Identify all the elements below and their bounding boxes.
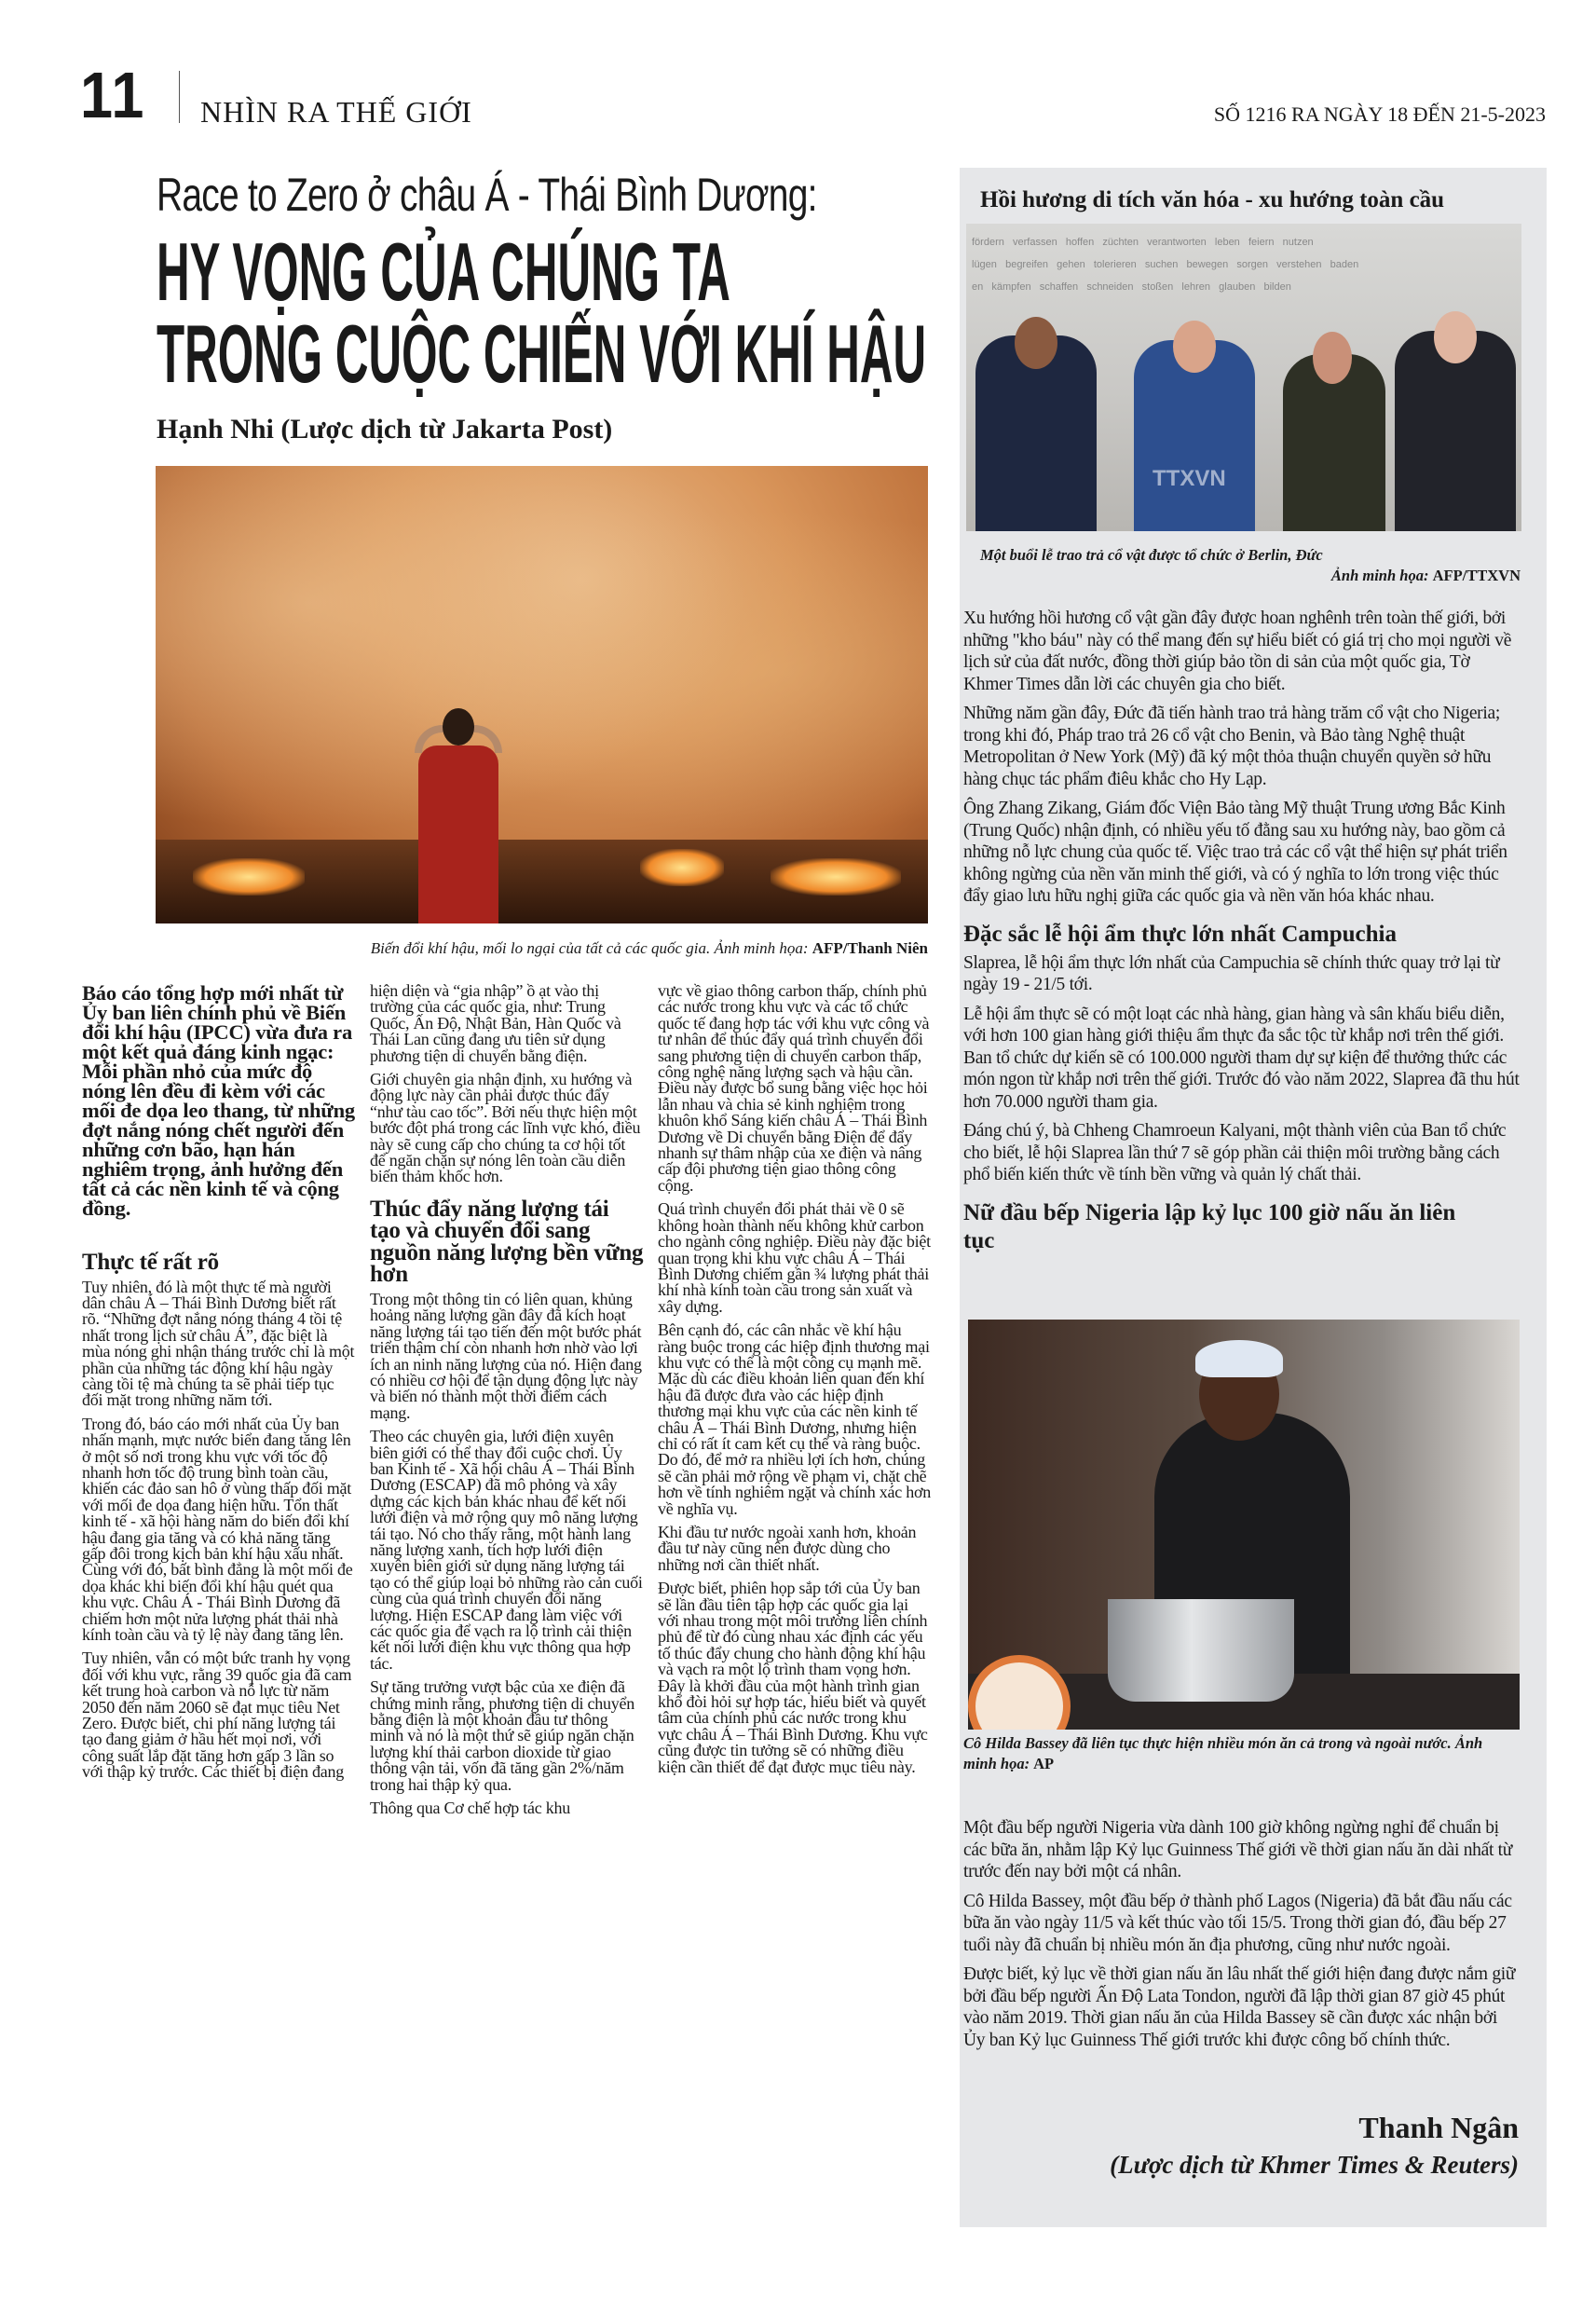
subheading: Thúc đẩy năng lượng tái tạo và chuyển đổi sang nguồn năng lượng bền vững hơn	[370, 1196, 644, 1288]
paragraph: Cô Hilda Bassey, một đầu bếp ở thành phố Lagos (Nigeria) đã bắt đầu nấu các bữa ăn vào ngày 11/5 và kết thúc vào tối 15/5. Trong thời gian đó, đầu bếp 27 tuổi này đã chuẩn bị nhiều món ăn địa phương, cũng như nước ngoài.	[963, 1891, 1512, 1955]
paragraph: Trong một thông tin có liên quan, khủng hoảng năng lượng gần đây đã kích hoạt năng lượng tái tạo tiến đến một bước phát triển thậm chí còn nhanh hơn nhờ vào lợi ích an ninh năng lượng của nó. Hiện đang có nhiều cơ hội để tận dụng động lực này và biến nó thành một thời điểm cách mạng.	[370, 1289, 642, 1422]
photo-watermark: TTXVN	[1153, 466, 1226, 491]
signature	[1110, 2111, 1519, 2180]
paragraph: Đáng chú ý, bà Chheng Chamroeun Kalyani, một thành viên của Ban tổ chức cho biết, lễ hội Slaprea lần thứ 7 sẽ góp phần cải thiện môi trường bằng cách phổ biến kiến thức về tính bền vững và quản lý chất thải.	[963, 1121, 1507, 1184]
caption-credit: AFP/Thanh Niên	[812, 939, 928, 957]
head	[443, 708, 474, 746]
nigerian-chef-photo	[968, 1320, 1520, 1730]
credit: AFP/TTXVN	[1432, 567, 1521, 584]
wildfire-photo-caption	[371, 939, 928, 958]
cooking-pot	[1108, 1599, 1294, 1702]
story1-caption	[980, 545, 1530, 586]
source: (Lược dịch từ Khmer Times & Reuters)	[1110, 2151, 1519, 2179]
paragraph: Tuy nhiên, đó là một thực tế mà người dân châu Á – Thái Bình Dương biết rất rõ. “Những đợt nắng nóng tháng 4 tồi tệ nhất trong lịch sử châu Á”, đặc biệt là mùa nóng ghi nhận tháng trước chỉ là một phần của những tác động khí hậu ngày càng tồi tệ mà chúng ta sẽ phải tiếp tục đối mặt trong những năm tới.	[82, 1277, 355, 1410]
flame	[771, 858, 901, 896]
story3-caption	[963, 1733, 1485, 1774]
hairnet	[1195, 1340, 1283, 1377]
face	[1434, 311, 1477, 363]
story3-body	[963, 1817, 1522, 2059]
flame	[640, 849, 724, 886]
face	[1173, 321, 1216, 373]
berlin-ceremony-photo	[966, 224, 1521, 531]
byline: Hạnh Nhi (Lược dịch từ Jakarta Post)	[157, 414, 613, 445]
paragraph: Giới chuyên gia nhận định, xu hướng và động lực này cần phải được thúc đẩy “như tàu cao tốc”. Bởi nếu thực hiện một bước đột phá trong các lĩnh vực khó, điều này sẽ cung cấp cho chúng ta cơ hội tốt để ngăn chặn sự nóng lên toàn cầu diễn biến thảm khốc hơn.	[370, 1070, 641, 1186]
red-shirt	[418, 746, 498, 923]
credit-label: Ảnh minh họa:	[1330, 567, 1429, 584]
headline-line-1: HY VỌNG CỦA CHÚNG TA	[157, 226, 730, 318]
paragraph: Tuy nhiên, vẫn có một bức tranh hy vọng đối với khu vực, rằng 39 quốc gia đã cam kết trung hoà carbon và nỗ lực từ năm 2050 đến năm 2060 sẽ đạt mục tiêu Net Zero. Được biết, chi phí năng lượng tái tạo đang giảm ở hầu hết mọi nơi, với công suất lắp đặt tăng hơn gấp 3 lần so với thập kỷ trước. Các thiết bị điện đang	[82, 1648, 352, 1782]
paragraph: Được biết, kỷ lục về thời gian nấu ăn lâu nhất thế giới hiện đang được nắm giữ bởi đầu bếp người Ấn Độ Lata Tondon, người đã lập thời gian 87 giờ 45 phút vào năm 2019. Thời gian nấu ăn của Hilda Bassey sẽ cần được xác nhận bởi Ủy ban Kỷ lục Guinness Thế giới trước khi được công bố chính thức.	[963, 1964, 1516, 2050]
paragraph: Slaprea, lễ hội ẩm thực lớn nhất của Campuchia sẽ chính thức quay trở lại từ ngày 19 - 21/5 tới.	[963, 952, 1500, 994]
story1-body	[963, 608, 1522, 1255]
face	[1015, 317, 1057, 369]
paragraph: hiện diện và “gia nhập” ồ ạt vào thị trường của các quốc gia, như: Trung Quốc, Ấn Độ, Nhật Bản, Hàn Quốc và Thái Lan cũng đang ưu tiên sử dụng phương tiện di chuyển bằng điện.	[370, 981, 621, 1065]
article-column-2	[370, 983, 644, 1824]
paragraph: Ông Zhang Zikang, Giám đốc Viện Bảo tàng Mỹ thuật Trung ương Bắc Kinh (Trung Quốc) nhận định, có nhiều yếu tố đằng sau xu hướng này, bao gồm cả những nỗ lực chung của quốc tế. Việc trao trả các cổ vật thể hiện sự phát triển không ngừng của nền văn minh thế giới, và có ý nghĩa to lớn trong việc thúc đẩy giao lưu hữu nghị giữa các quốc gia và nền văn hóa khác nhau.	[963, 799, 1507, 906]
article-column-3	[658, 983, 932, 1783]
article-column-1	[82, 983, 356, 1788]
face	[1313, 332, 1352, 384]
paragraph: Theo các chuyên gia, lưới điện xuyên biên giới có thể thay đổi cuộc chơi. Ủy ban Kinh tế - Xã hội châu Á – Thái Bình Dương (ESCAP) đã mô phỏng và xây dựng các kịch bản khác nhau để kết nối lưới điện và mở rộng quy mô năng lượng tái tạo. Nó cho thấy rằng, một hành lang năng lượng xanh, tích hợp lưới điện xuyên biên giới sử dụng năng lượng tái tạo có thể giúp loại bỏ những rào cản cuối cùng của quá trình chuyển đổi năng lượng. Hiện ESCAP đang làm việc với các quốc gia để vạch ra lộ trình cải thiện kết nối lưới điện khu vực thông qua hợp tác.	[370, 1427, 643, 1673]
paragraph: Được biết, phiên họp sắp tới của Ủy ban sẽ lần đầu tiên tập hợp các quốc gia lại với nhau trong một môi trường liên chính phủ để từ đó cùng nhau xác định các yếu tố thúc đẩy chung cho hành động khí hậu và vạch ra một lộ trình tham vọng hơn. Đây là khởi đầu của một hành trình gian khổ đòi hỏi sự hợp tác, hiểu biết và quyết tâm của chính phủ các nước trong khu vực châu Á – Thái Bình Dương. Khu vực cũng được tin tưởng sẽ có những điều kiện cần thiết để đạt được mục tiêu này.	[658, 1579, 928, 1776]
credit: AP	[1033, 1755, 1055, 1772]
clock	[968, 1655, 1071, 1730]
paragraph: Thông qua Cơ chế hợp tác khu	[370, 1799, 570, 1818]
sidebar-story1-title: Hồi hương di tích văn hóa - xu hướng toàn cầu	[980, 187, 1445, 212]
article-kicker: Race to Zero ở châu Á - Thái Bình Dương:	[157, 169, 817, 221]
caption-text: Biến đổi khí hậu, mối lo ngại của tất cả các quốc gia. Ảnh minh họa:	[370, 939, 809, 957]
paragraph: Lễ hội ẩm thực sẽ có một loạt các nhà hàng, gian hàng và sân khấu biểu diễn, với hơn 100 gian hàng giới thiệu ẩm thực đa sắc tộc từ khắp nơi trên thế giới. Ban tổ chức dự kiến sẽ có 100.000 người tham dự sự kiện để thưởng thức các món ngon từ khắp nơi trên thế giới. Trước đó vào năm 2022, Slaprea đã thu hút hơn 70.000 người tham gia.	[963, 1004, 1520, 1112]
page-number: 11	[80, 59, 146, 131]
subheading: Thực tế rất rõ	[82, 1250, 219, 1275]
paragraph: Trong đó, báo cáo mới nhất của Ủy ban nhấn mạnh, mực nước biển đang tăng lên ở một số nơi trong khu vực với tốc độ nhanh hơn tốc độ trung bình toàn cầu, khiến các đảo san hô ở vùng thấp đối mặt với mối đe dọa đang hiện hữu. Tổn thất kinh tế - xã hội hàng năm do biến đổi khí hậu đang gia tăng và có khả năng tăng gấp đôi trong kịch bản khí hậu xấu nhất. Cùng với đó, bất bình đẳng là một mối đe dọa khác khi biến đổi khí hậu quét qua khu vực. Châu Á - Thái Bình Dương đã chiếm hơn một nửa lượng phát thải nhà kính toàn cầu và tỷ lệ này đang tăng lên.	[82, 1414, 353, 1645]
paragraph: Khi đầu tư nước ngoài xanh hơn, khoản đầu tư này cũng nên được dùng cho những nơi cần thiết nhất.	[658, 1523, 917, 1574]
section-title: NHÌN RA THẾ GIỚI	[200, 95, 472, 129]
caption-text: Cô Hilda Bassey đã liên tục thực hiện nhiều món ăn cả trong và ngoài nước. Ảnh minh họa:	[963, 1734, 1483, 1772]
header-divider	[179, 71, 180, 123]
paragraph: Quá trình chuyển đổi phát thải về 0 sẽ không hoàn thành nếu không khử carbon cho ngành công nghiệp. Điều này đặc biệt quan trọng khi khu vực châu Á – Thái Bình Dương chiếm gần ¾ lượng phát thải khí nhà kính toàn cầu trong sản xuất và xây dựng.	[658, 1199, 931, 1316]
paragraph: Sự tăng trưởng vượt bậc của xe điện đã chứng minh rằng, phương tiện di chuyển bằng điện là một khoản đầu tư thông minh và nó là một thứ sẽ giúp ngăn chặn lượng khí thải carbon dioxide từ giao thông vận tải, vốn đã tăng gần 2%/năm trong hai thập kỷ qua.	[370, 1677, 634, 1794]
issue-date: SỐ 1216 RA NGÀY 18 ĐẾN 21-5-2023	[1213, 103, 1546, 126]
sidebar-story3-title: Nữ đầu bếp Nigeria lập kỷ lục 100 giờ nấu ăn liên tục	[963, 1199, 1456, 1253]
author: Thanh Ngân	[1358, 2111, 1519, 2144]
paragraph: Bên cạnh đó, các cân nhắc về khí hậu ràng buộc trong các hiệp định thương mại khu vực có thể là một công cụ mạnh mẽ. Mặc dù các điều khoản liên quan đến khí hậu đã được đưa vào các hiệp định thương mại khu vực của các nền kinh tế châu Á – Thái Bình Dương, nhưng hiện chỉ có rất ít cam kết cụ thể và ràng buộc. Do đó, để mở ra nhiều lợi ích hơn, chúng sẽ cần phải mở rộng về phạm vi, chặt chẽ hơn về tính nghiêm ngặt và chính xác hơn về nghĩa vụ.	[658, 1320, 931, 1518]
paragraph: Xu hướng hồi hương cổ vật gần đây được hoan nghênh trên toàn thế giới, bởi những "kho báu" này có thể mang đến sự hiểu biết có giá trị cho mọi người về lịch sử của đất nước, đồng thời giúp bảo tồn di sản của một quốc gia, Tờ Khmer Times dẫn lời các chuyên gia cho biết.	[963, 609, 1512, 694]
headline-line-2: TRONG CUỘC CHIẾN VỚI KHÍ HẬU	[157, 308, 927, 400]
man-in-red-shirt	[407, 708, 510, 923]
paragraph: Những năm gần đây, Đức đã tiến hành trao trả hàng trăm cổ vật cho Nigeria; trong khi đó, Pháp trao trả 26 cổ vật cho Benin, và Bảo tàng Nghệ thuật Metropolitan ở New York (Mỹ) đã ký một thỏa thuận chuyển quyền sở hữu hàng chục tác phẩm điêu khắc cho Hy Lạp.	[963, 704, 1500, 789]
lead-paragraph: Báo cáo tổng hợp mới nhất từ Ủy ban liên chính phủ về Biến đổi khí hậu (IPCC) vừa đưa ra một kết quả đáng kinh ngạc: Mỗi phần nhỏ của mức độ nóng lên đều đi kèm với các mối đe dọa leo thang, từ những đợt nắng nóng chết người đến những cơn bão, hạn hán nghiêm trọng, ảnh hưởng đến tất cả các nền kinh tế và cộng đồng.	[82, 981, 355, 1220]
wildfire-photo	[156, 466, 928, 923]
caption-text: Một buổi lễ trao trả cổ vật được tổ chức ở Berlin, Đức	[980, 546, 1323, 564]
paragraph: vực về giao thông carbon thấp, chính phủ các nước trong khu vực và các tổ chức quốc tế đang hợp tác với khu vực công và tư nhân để thúc đẩy quá trình chuyển đổi sang phương tiện di chuyển carbon thấp, công nghệ năng lượng sạch và hậu cần. Điều này được bổ sung bằng việc học hỏi lẫn nhau và chia sẻ kinh nghiệm trong khuôn khổ Sáng kiến châu Á – Thái Bình Dương về Di chuyển bằng Điện để đẩy nhanh sự thâm nhập của xe điện và nâng cấp đội phương tiện giao thông công cộng.	[658, 981, 930, 1195]
sidebar-story2-title: Đặc sắc lễ hội ẩm thực lớn nhất Campuchia	[963, 921, 1397, 947]
flame	[193, 858, 305, 896]
paragraph: Một đầu bếp người Nigeria vừa dành 100 giờ không ngừng nghỉ để chuẩn bị các bữa ăn, nhằm lập Kỷ lục Guinness Thế giới về thời gian nấu ăn dài nhất từ trước đến nay bởi một cá nhân.	[963, 1818, 1513, 1881]
wall-text: fördern verfassen hoffen züchten verantworten leben feiern nutzen lügen begreifen gehen tolerieren suchen bewegen sorgen verstehen baden en kämpfen schaffen schneiden stoßen lehren glauben bilden	[972, 237, 1359, 293]
